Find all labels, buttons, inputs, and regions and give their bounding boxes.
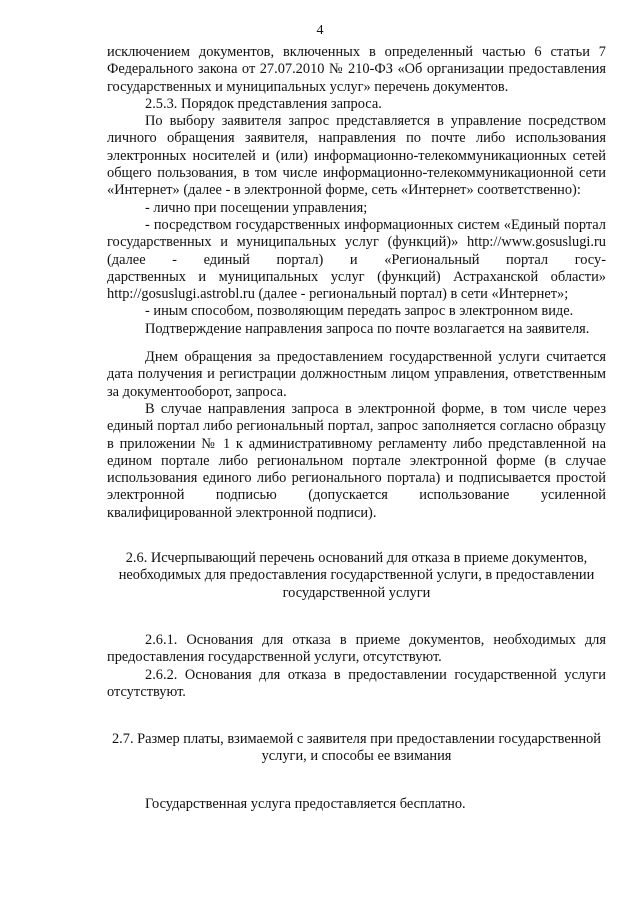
paragraph-application-day: Днем обращения за предоставлением государственной услуги считается дата получения и регистрации должностным лицом управления, ответственным за документооборот, запроса. — [107, 349, 606, 400]
section-2-6-2-text: 2.6.2. Основания для отказа в предоставлении государственной услуги отсутствуют. — [107, 666, 606, 700]
section-2-6-1-text: 2.6.1. Основания для отказа в приеме документов, необходимых для предоставления государственной услуги, отсутствуют. — [107, 631, 606, 666]
section-2-7-heading: 2.7. Размер платы, взимаемой с заявителя при предоставлении государственной услуги, и способы ее взимания — [111, 731, 602, 765]
paragraph-electronic-request: В случае направления запроса в электронной форме, в том числе через единый портал либо региональный портал, запрос заполняется согласно образцу в приложении № 1 к административному регламенту либо представленной на едином портале либо региональном портале электронной форме (в случае использования единого либо регионального портала) и подписывается простой электронной подписью (допускается использование усиленной квалифицированной электронной подписи). — [107, 400, 606, 521]
list-item-portals-part-1: - посредством государственных информационных систем «Единый портал государственных и муниципальных услуг (функций)» http://www.gosuslugi.ru (далее - единый портал) и «Региональный портал госу- — [107, 216, 606, 268]
section-2-7-text: Государственная услуга предоставляется бесплатно. — [145, 795, 466, 812]
page-number: 4 — [316, 23, 324, 38]
list-item-portals-part-2: дарственных и муниципальных услуг (функций) Астраханской области» http://gosuslugi.astrobl.ru (далее - региональный портал) в сети «Интернет»; — [107, 268, 606, 303]
section-2-5-3-title: 2.5.3. Порядок представления запроса. — [145, 95, 382, 112]
paragraph-mail-confirmation: Подтверждение направления запроса по почте возлагается на заявителя. — [145, 320, 590, 337]
section-2-6-heading: 2.6. Исчерпывающий перечень оснований для отказа в приеме документов, необходимых для предоставления государственной услуги, в предоставлении государственной услуги — [118, 550, 595, 601]
document-body — [107, 44, 606, 813]
list-item-in-person: - лично при посещении управления; — [145, 199, 368, 216]
list-item-other-way: - иным способом, позволяющим передать запрос в электронном виде. — [145, 303, 574, 320]
paragraph-request-submission: По выбору заявителя запрос представляется в управление посредством личного обращения заявителя, направления по почте либо использования электронных носителей и (или) информационно-телекоммуникационных сетей общего пользования, в том числе информационно-телекоммуникационной сети «Интернет» (далее - в электронной форме, сеть «Интернет» соответственно): — [107, 113, 606, 199]
paragraph-documents-exception: исключением документов, включенных в определенный частью 6 статьи 7 Федерального закона от 27.07.2010 № 210-ФЗ «Об организации предоставления государственных и муниципальных услуг» перечень документов. — [107, 44, 606, 95]
